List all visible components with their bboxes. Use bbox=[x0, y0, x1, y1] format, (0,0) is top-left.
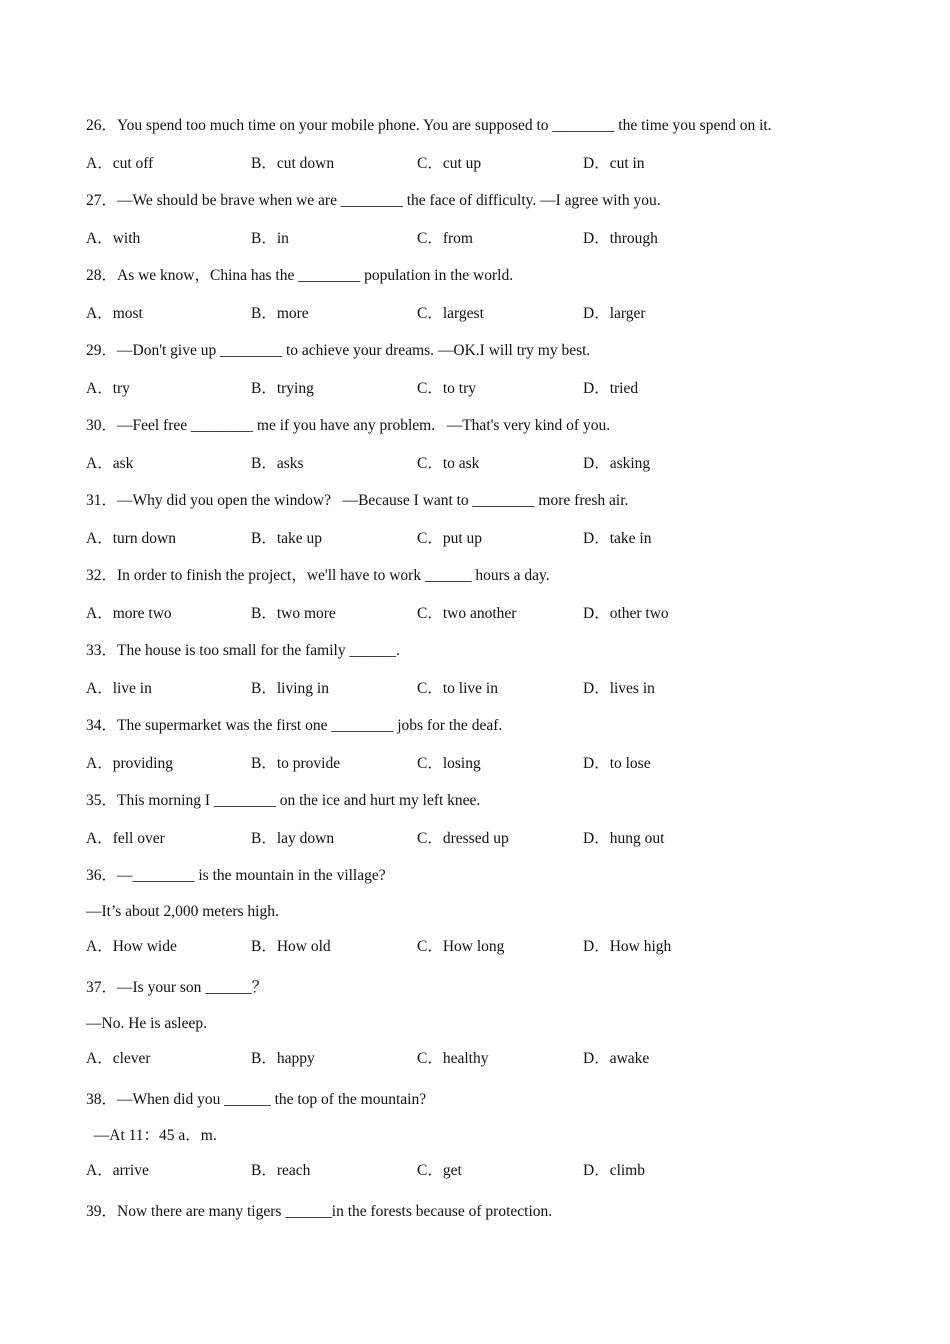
answer-option-b: B．living in bbox=[251, 679, 329, 697]
answer-option-a: A．arrive bbox=[86, 1161, 149, 1179]
answer-option-a: A．cut off bbox=[86, 154, 154, 172]
answer-option-c: C．from bbox=[417, 229, 473, 247]
question-dialogue-line: —It’s about 2,000 meters high. bbox=[86, 903, 279, 920]
answer-option-a: A．with bbox=[86, 229, 141, 247]
question-stem: 36．—________ is the mountain in the village? bbox=[86, 867, 386, 884]
answer-option-d: D．awake bbox=[583, 1049, 650, 1067]
question-stem: 31．—Why did you open the window? —Because I want to ________ more fresh air. bbox=[86, 492, 629, 509]
question-stem: 38．—When did you ______ the top of the mountain? bbox=[86, 1091, 427, 1108]
answer-option-b: B．asks bbox=[251, 454, 304, 472]
answer-option-d: D．hung out bbox=[583, 829, 665, 847]
answer-option-c: C．losing bbox=[417, 754, 481, 772]
answer-option-b: B．in bbox=[251, 229, 289, 247]
answer-option-c: C．largest bbox=[417, 304, 484, 322]
answer-option-a: A．more two bbox=[86, 604, 172, 622]
answer-option-c: C．two another bbox=[417, 604, 517, 622]
answer-option-b: B．more bbox=[251, 304, 309, 322]
answer-option-a: A．providing bbox=[86, 754, 173, 772]
answer-option-a: A．clever bbox=[86, 1049, 151, 1067]
question-stem: 26．You spend too much time on your mobile phone. You are supposed to ________ the time you spend on it. bbox=[86, 117, 772, 134]
answer-option-c: C．to try bbox=[417, 379, 476, 397]
question-stem: 29．—Don't give up ________ to achieve your dreams. —OK.I will try my best. bbox=[86, 342, 591, 359]
answer-option-a: A．turn down bbox=[86, 529, 176, 547]
answer-option-c: C．get bbox=[417, 1161, 462, 1179]
question-stem: 30．—Feel free ________ me if you have any problem. —That's very kind of you. bbox=[86, 417, 611, 434]
answer-option-d: D．other two bbox=[583, 604, 669, 622]
answer-option-d: D．through bbox=[583, 229, 658, 247]
answer-option-d: D．to lose bbox=[583, 754, 651, 772]
question-stem: 35．This morning I ________ on the ice and hurt my left knee. bbox=[86, 792, 481, 809]
answer-option-a: A．live in bbox=[86, 679, 152, 697]
answer-option-d: D．tried bbox=[583, 379, 639, 397]
answer-option-c: C．put up bbox=[417, 529, 483, 547]
answer-option-a: A．try bbox=[86, 379, 130, 397]
answer-option-c: C．How long bbox=[417, 937, 505, 955]
answer-option-a: A．most bbox=[86, 304, 143, 322]
answer-option-d: D．lives in bbox=[583, 679, 655, 697]
answer-option-d: D．take in bbox=[583, 529, 652, 547]
answer-option-d: D．asking bbox=[583, 454, 651, 472]
answer-option-a: A．fell over bbox=[86, 829, 165, 847]
answer-option-b: B．happy bbox=[251, 1049, 315, 1067]
answer-option-c: C．to live in bbox=[417, 679, 498, 697]
answer-option-b: B．cut down bbox=[251, 154, 335, 172]
question-stem: 34．The supermarket was the first one ________ jobs for the deaf. bbox=[86, 717, 503, 734]
answer-option-b: B．two more bbox=[251, 604, 336, 622]
question-dialogue-line: —No. He is asleep. bbox=[86, 1015, 207, 1032]
answer-option-b: B．reach bbox=[251, 1161, 311, 1179]
question-stem: 39．Now there are many tigers ______in the forests because of protection. bbox=[86, 1203, 553, 1220]
answer-option-d: D．cut in bbox=[583, 154, 645, 172]
question-stem: 27．—We should be brave when we are ________ the face of difficulty. —I agree with you. bbox=[86, 192, 661, 209]
answer-option-b: B．lay down bbox=[251, 829, 335, 847]
answer-option-d: D．How high bbox=[583, 937, 672, 955]
question-stem: 33．The house is too small for the family ______. bbox=[86, 642, 400, 659]
question-stem: 28．As we know，China has the ________ population in the world. bbox=[86, 267, 514, 284]
answer-option-c: C．healthy bbox=[417, 1049, 489, 1067]
answer-option-c: C．dressed up bbox=[417, 829, 509, 847]
answer-option-c: C．to ask bbox=[417, 454, 480, 472]
answer-option-b: B．trying bbox=[251, 379, 314, 397]
answer-option-d: D．larger bbox=[583, 304, 646, 322]
answer-option-b: B．How old bbox=[251, 937, 331, 955]
question-stem: 32．In order to finish the project，we'll have to work ______ hours a day. bbox=[86, 567, 550, 584]
question-dialogue-line: —At 11：45 a．m. bbox=[86, 1127, 217, 1144]
answer-option-d: D．climb bbox=[583, 1161, 645, 1179]
question-stem: 37．—Is your son ______？ bbox=[86, 979, 268, 996]
answer-option-b: B．take up bbox=[251, 529, 323, 547]
answer-option-a: A．ask bbox=[86, 454, 134, 472]
answer-option-c: C．cut up bbox=[417, 154, 482, 172]
answer-option-a: A．How wide bbox=[86, 937, 177, 955]
answer-option-b: B．to provide bbox=[251, 754, 341, 772]
